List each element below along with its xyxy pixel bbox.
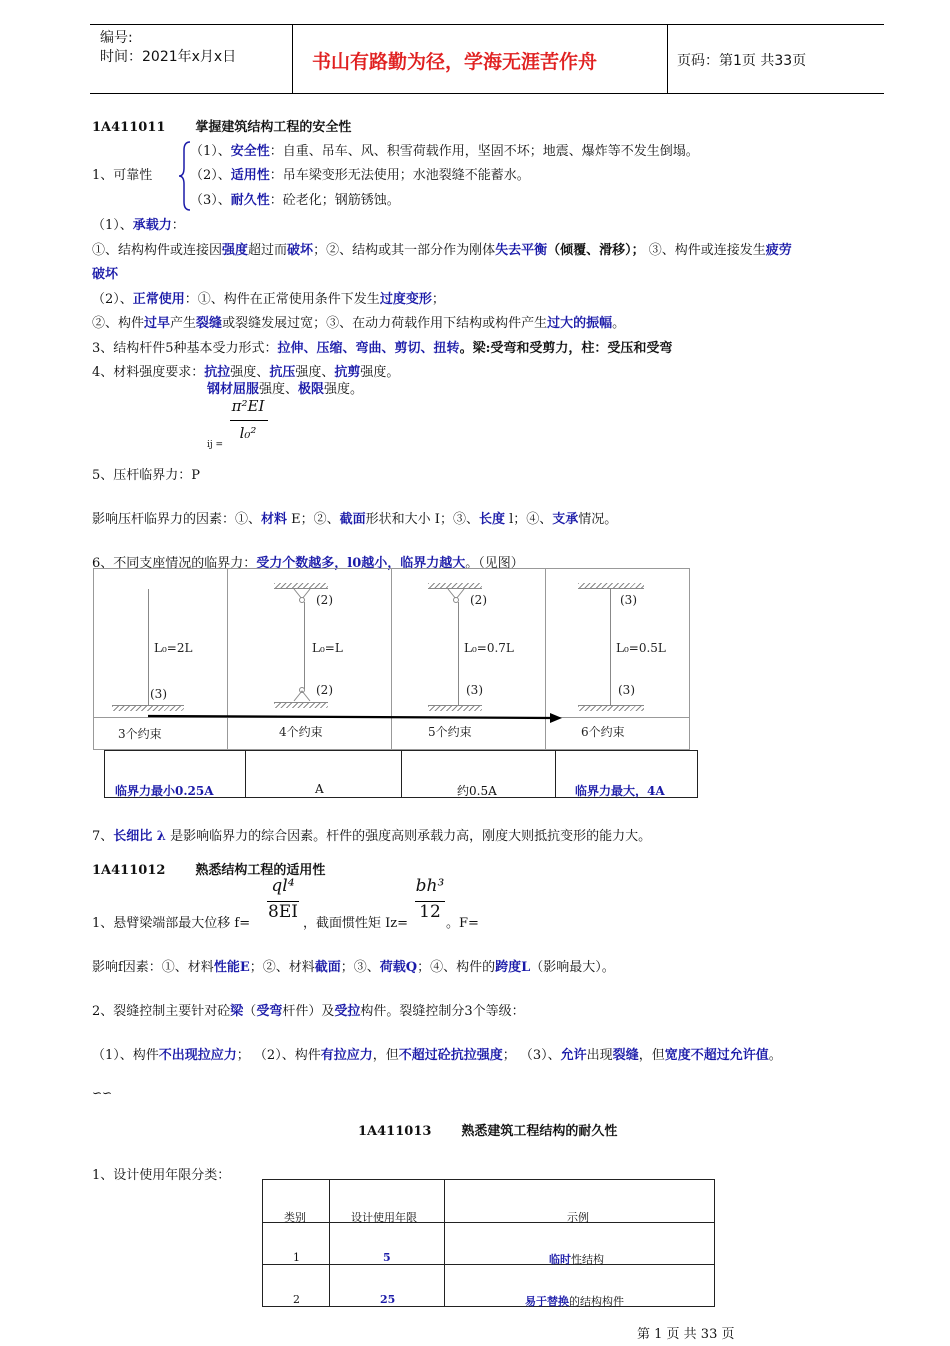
table-header-category: 类别 (284, 1211, 306, 1224)
crack-control-line: 2、裂缝控制主要针对砼梁（受弯杆件）及受拉构件。裂缝控制分3个等级： (92, 1004, 525, 1019)
table-row-2-category: 2 (293, 1293, 300, 1306)
section-heading-3: 1A411013 熟悉建筑工程结构的耐久性 (358, 1124, 618, 1139)
column-2-length: L₀=L (312, 641, 343, 655)
column-1-bar (148, 589, 149, 705)
crack-levels-line: （1）、构件不出现拉应力； （2）、构件有拉应力，但不超过砼抗拉强度； （3）、允许出现裂缝，但宽度不超过允许值。 (92, 1048, 782, 1063)
capacity-heading: （1）、承载力： (92, 218, 185, 233)
force-forms-line: 3、结构杆件5种基本受力形式：拉伸、压缩、弯曲、剪切、扭转。梁:受弯和受剪力，柱：受压和受弯 (92, 341, 673, 356)
slenderness-line: 7、长细比 λ 是影响临界力的综合因素。杆件的强度高则承载力高，刚度大则抵抗变形的能力大。 (92, 829, 652, 844)
column-3-constraint: 5个约束 (428, 725, 472, 739)
column-2-bar (304, 602, 305, 689)
crit-cell-a: A (315, 782, 324, 796)
table-row-2-years: 25 (380, 1293, 396, 1306)
crit-cell-half: 约0.5A (457, 784, 497, 798)
column-2-bottom-label: (2) (316, 683, 333, 697)
section-heading-2: 1A411012 熟悉结构工程的适用性 (92, 863, 326, 878)
inertia-numerator: bh³ (415, 876, 445, 896)
page-header (90, 24, 884, 94)
normal-use-line-1: （2）、正常使用：①、构件在正常使用条件下发生过度变形； (92, 292, 445, 307)
table-header-years: 设计使用年限 (351, 1211, 417, 1224)
critical-factors-line: 影响压杆临界力的因素：①、材料 E；②、截面形状和大小 I；③、长度 l；④、支承情况。 (92, 512, 618, 527)
material-strength-line: 4、材料强度要求：抗拉强度、抗压强度、抗剪强度。 (92, 365, 400, 380)
column-1-length: L₀=2L (154, 641, 193, 655)
critical-force-label: 5、压杆临界力：P (92, 468, 201, 483)
column-3-top-hinge-icon (446, 588, 466, 604)
increasing-arrow-icon (148, 711, 564, 723)
deflection-line-b: ，截面惯性矩 Iz= (303, 916, 409, 931)
service-life-label: 1、设计使用年限分类： (92, 1168, 231, 1183)
motto: 书山有路勤为径，学海无涯苦作舟 (312, 51, 598, 73)
euler-formula-numerator: π²EI (231, 397, 265, 415)
support-condition-figure (93, 568, 690, 750)
deflection-numerator: ql⁴ (271, 876, 295, 896)
capacity-line-2: 破坏 (92, 267, 119, 282)
table-row-2-example: 易于替换的结构构件 (525, 1295, 624, 1308)
deflection-line-a: 1、悬臂梁端部最大位移 f= (92, 916, 251, 931)
table-row-1-example: 临时性结构 (549, 1253, 604, 1266)
reliability-item-usability: （2）、适用性：吊车梁变形无法使用；水池裂缝不能蓄水。 (190, 168, 530, 183)
column-4-bar (610, 588, 611, 705)
column-3-bottom-label: (3) (466, 683, 483, 697)
euler-formula-denominator: l₀² (239, 424, 257, 442)
column-3-top-label: (2) (470, 593, 487, 607)
column-4-bottom-label: (3) (618, 683, 635, 697)
column-2-top-label: (2) (316, 593, 333, 607)
column-3-length: L₀=0.7L (464, 641, 514, 655)
column-2-constraint: 4个约束 (279, 725, 323, 739)
reliability-label: 1、可靠性 (92, 168, 153, 183)
time-label: 时间：2021年x月x日 (100, 49, 237, 65)
crit-cell-max: 临界力最大，4A (575, 784, 665, 798)
column-2-top-hinge-icon (292, 588, 312, 604)
column-1-bottom-label: (3) (150, 687, 167, 701)
fraction-bar (230, 420, 268, 421)
page-footer: 第 1 页 共 33 页 (637, 1327, 735, 1342)
inertia-denominator: 12 (419, 902, 441, 922)
page-label: 页码：第1页 共33页 (677, 53, 807, 69)
crit-cell-min: 临界力最小0.25A (115, 784, 214, 798)
tilde-mark: ∽∽ (92, 1086, 113, 1100)
euler-formula-subscript: ij = (207, 440, 224, 450)
table-header-example: 示例 (567, 1211, 589, 1224)
table-row-1-years: 5 (383, 1251, 391, 1264)
number-label: 编号: (100, 30, 133, 46)
column-3-bar (458, 602, 459, 705)
reliability-item-durability: （3）、耐久性：砼老化；钢筋锈蚀。 (190, 193, 400, 208)
support-line: 6、不同支座情况的临界力：受力个数越多，l0越小，临界力越大。（见图） (92, 556, 524, 571)
deflection-factors-line: 影响f因素：①、材料性能E；②、材料截面；③、荷载Q；④、构件的跨度L（影响最大）。 (92, 960, 615, 975)
deflection-line-c: 。F= (446, 916, 479, 931)
column-1-constraint: 3个约束 (118, 727, 162, 741)
section-heading-1: 1A411011 掌握建筑结构工程的安全性 (92, 120, 352, 135)
critical-force-table (104, 750, 698, 798)
column-4-top-label: (3) (620, 593, 637, 607)
column-4-constraint: 6个约束 (581, 725, 625, 739)
reliability-item-safety: （1）、安全性：自重、吊车、风、积雪荷载作用，坚固不坏；地震、爆炸等不发生倒塌。 (190, 144, 699, 159)
capacity-line-1: ①、结构构件或连接因强度超过而破坏；②、结构或其一部分作为刚体失去平衡（倾覆、滑移）； ③、构件或连接发生疲劳 (92, 243, 792, 258)
steel-strength-line: 钢材屈服强度、极限强度。 (207, 382, 364, 397)
table-row-1-category: 1 (293, 1251, 300, 1264)
column-4-length: L₀=0.5L (616, 641, 666, 655)
service-life-table (262, 1179, 715, 1307)
column-2-bottom-hinge-icon (292, 687, 312, 703)
deflection-denominator: 8EI (268, 902, 298, 922)
normal-use-line-2: ②、构件过早产生裂缝或裂缝发展过宽；③、在动力荷载作用下结构或构件产生过大的振幅。 (92, 316, 626, 331)
